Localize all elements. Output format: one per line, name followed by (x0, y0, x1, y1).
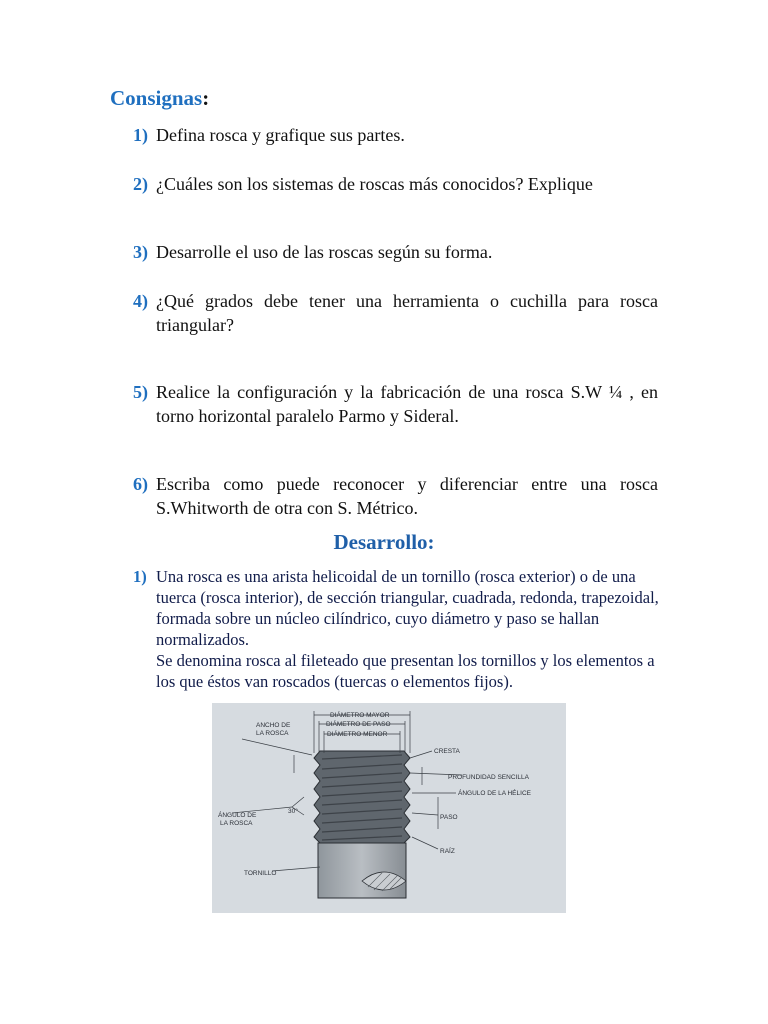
label-ancho-rosca-2: LA ROSCA (256, 730, 289, 737)
consignas-heading (110, 86, 209, 111)
label-angulo-helice: ÁNGULO DE LA HÉLICE (458, 790, 531, 797)
item-text: ¿Qué grados debe tener una herramienta o cuchilla para rosca triangular? (156, 291, 658, 335)
thread-diagram-svg (212, 703, 566, 913)
consigna-item-6 (133, 472, 658, 520)
consigna-item-3 (133, 240, 658, 264)
item-number: 1) (133, 567, 147, 586)
consigna-item-2 (133, 172, 658, 196)
label-ancho-rosca-1: ANCHO DE (256, 722, 291, 729)
consigna-item-5 (133, 380, 658, 428)
label-raiz: RAÍZ (440, 848, 455, 855)
item-number: 1) (133, 125, 148, 145)
item-number: 5) (133, 382, 148, 402)
item-text: Desarrolle el uso de las roscas según su forma. (156, 242, 493, 262)
label-profundidad: PROFUNDIDAD SENCILLA (448, 774, 529, 781)
label-diametro-menor: DIÁMETRO MENOR (327, 731, 388, 738)
label-angulo-rosca-2: LA ROSCA (220, 820, 253, 827)
item-text: Realice la configuración y la fabricación de una rosca S.W ¼ , en torno horizontal paralelo Parmo y Sideral. (156, 382, 658, 426)
paragraph-definition: Una rosca es una arista helicoidal de un tornillo (rosca exterior) o de una tuerca (rosca interior), de sección triangular, cuadrada, redonda, trapezoidal, formada sobre un núcleo cilíndrico, cuyo diámetro y paso se hallan normalizados. (156, 567, 659, 649)
item-number: 2) (133, 174, 148, 194)
consignas-colon: : (202, 86, 210, 110)
item-text (156, 566, 663, 692)
label-grados: 30° (288, 808, 298, 815)
label-cresta: CRESTA (434, 748, 460, 755)
item-text: Escriba como puede reconocer y diferenciar entre una rosca S.Whitworth de otra con S. Métrico. (156, 474, 658, 518)
consigna-item-4 (133, 289, 658, 337)
item-number: 3) (133, 242, 148, 262)
paragraph-fileteado: Se denomina rosca al fileteado que presentan los tornillos y los elementos a los que éstos van roscados (tuercas o elementos fijos). (156, 651, 655, 691)
desarrollo-heading: Desarrollo: (333, 530, 435, 554)
thread-diagram (212, 703, 566, 913)
label-tornillo: TORNILLO (244, 870, 277, 877)
label-diametro-mayor: DIÁMETRO MAYOR (330, 712, 390, 719)
consigna-item-1 (133, 123, 658, 147)
screw-shank (318, 843, 406, 898)
label-angulo-rosca-1: ÁNGULO DE (218, 812, 257, 819)
label-paso: PASO (440, 814, 458, 821)
consignas-title: Consignas (110, 86, 203, 110)
desarrollo-item-1 (133, 566, 663, 692)
label-diametro-paso: DIÁMETRO DE PASO (326, 721, 391, 728)
item-text: ¿Cuáles son los sistemas de roscas más conocidos? Explique (156, 174, 593, 194)
item-number: 6) (133, 474, 148, 494)
item-text: Defina rosca y grafique sus partes. (156, 125, 405, 145)
item-number: 4) (133, 291, 148, 311)
